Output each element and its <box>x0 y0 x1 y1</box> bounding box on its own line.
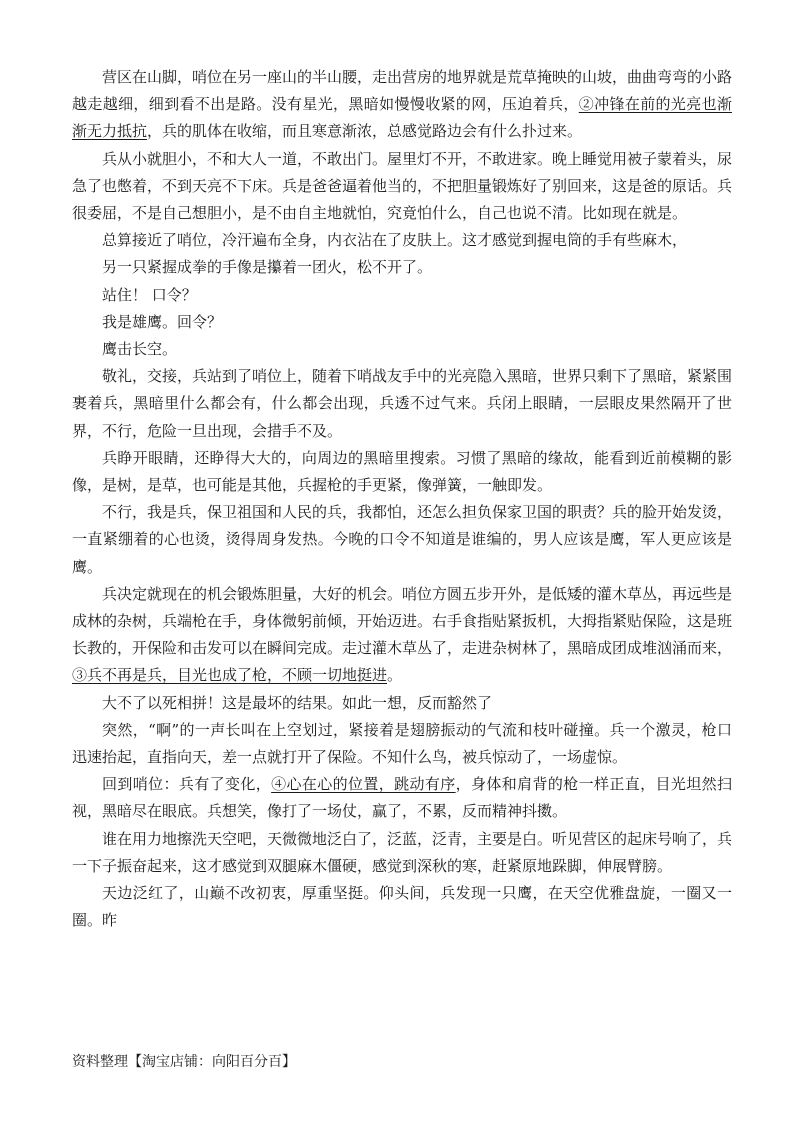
paragraph-10 <box>72 499 732 581</box>
paragraph-text: 不行，我是兵，保卫祖国和人民的兵，我都怕，还怎么担负保家卫国的职责？兵的脸开始发烫，一直紧绷着的心也烫，烫得周身发热。今晚的口令不知道是谁编的，男人应该是鹰，军人更应该是鹰。 <box>72 503 733 576</box>
paragraph-text: 兵决定就现在的机会锻炼胆量，大好的机会。哨位方圆五步开外，是低矮的灌木草丛，再远些是成林的杂树，兵端枪在手，身体微躬前倾，开始迈进。右手食指贴紧扳机，大拇指紧贴保险，这是班长教的，开保险和击发可以在瞬间完成。走过灌木草丛了，走进杂树林了，黑暗成团成堆汹涌而来， <box>72 584 733 658</box>
paragraph-16 <box>72 880 732 934</box>
paragraph-15 <box>72 826 732 880</box>
paragraph-14 <box>72 771 732 825</box>
paragraph-12 <box>72 690 732 717</box>
underlined-sentence-4: ④心在心的位置，跳动有序 <box>271 775 456 794</box>
paragraph-text: 总算接近了哨位，冷汗遍布全身，内衣沾在了皮肤上。这才感觉到握电筒的手有些麻木， <box>102 231 688 250</box>
paragraph-text: 。 <box>387 666 403 685</box>
paragraph-11 <box>72 581 732 690</box>
paragraph-8 <box>72 363 732 445</box>
paragraph-text: 突然，“啊”的一声长叫在上空划过，紧接着是翅膀振动的气流和枝叶碰撞。兵一个激灵，枪口迅速抬起，直指向天，差一点就打开了保险。不知什么鸟，被兵惊动了，一场虚惊。 <box>72 720 732 767</box>
paragraph-text: 天边泛红了，山巅不改初衷，厚重坚挺。仰头间，兵发现一只鹰，在天空优雅盘旋，一圈又一圈。昨 <box>72 884 732 930</box>
paragraph-13 <box>72 717 732 771</box>
paragraph-text: 兵睁开眼睛，还睁得大大的，向周边的黑暗里搜索。习惯了黑暗的缘故，能看到近前模糊的影像，是树，是草，也可能是其他，兵握枪的手更紧，像弹簧，一触即发。 <box>72 448 732 495</box>
dialogue-line-3 <box>72 336 732 363</box>
paragraph-text: 谁在用力地擦洗天空吧，天微微地泛白了，泛蓝，泛青，主要是白。听见营区的起床号响了，兵一下子振奋起来，这才感觉到双腿麻木僵硬，感觉到深秋的寒，赶紧原地跺脚，伸展臂膀。 <box>72 829 733 875</box>
paragraph-text: 另一只紧握成拳的手像是攥着一团火，松不开了。 <box>102 258 433 277</box>
paragraph-text: 回到哨位：兵有了变化， <box>102 775 272 794</box>
dialogue-line-1 <box>72 282 732 309</box>
paragraph-text: 大不了以死相拼！这是最坏的结果。如此一想，反而豁然了 <box>102 693 493 712</box>
page-footer: 资料整理【淘宝店铺：向阳百分百】 <box>72 1054 296 1070</box>
paragraph-3 <box>72 227 732 254</box>
underlined-sentence-2: ②冲锋在前的光亮也渐渐无力抵抗 <box>72 95 732 141</box>
paragraph-text: 鹰击长空。 <box>102 340 178 359</box>
paragraph-9 <box>72 445 732 499</box>
paragraph-text: 营区在山脚，哨位在另一座山的半山腰，走出营房的地界就是荒草掩映的山坡，曲曲弯弯的小路越走越细，细到看不出是路。没有星光，黑暗如慢慢收紧的网，压迫着兵， <box>72 68 733 114</box>
dialogue-line-2 <box>72 309 732 336</box>
paragraph-text: 我是雄鹰。回令？ <box>102 312 223 331</box>
paragraph-text: 站住！ 口令？ <box>102 285 197 304</box>
underlined-sentence-3: ③兵不再是兵，目光也成了枪，不顾一切地挺进 <box>72 666 388 685</box>
paragraph-text: 敬礼，交接，兵站到了哨位上，随着下哨战友手中的光亮隐入黑暗，世界只剩下了黑暗，紧紧围裹着兵，黑暗里什么都会有，什么都会出现，兵透不过气来。兵闭上眼睛，一层眼皮果然隔开了世界，不行，危险一旦出现，会措手不及。 <box>72 367 733 440</box>
paragraph-text: 兵从小就胆小，不和大人一道，不敢出门。屋里灯不开，不敢进家。晚上睡觉用被子蒙着头，尿急了也憋着，不到天亮不下床。兵是爸爸逼着他当的，不把胆量锻炼好了别回来，这是爸的原话。兵很委屈，不是自己想胆小，是不由自主地就怕，究竟怕什么，自己也说不清。比如现在就是。 <box>72 149 733 223</box>
paragraph-text: ，身体和肩背的枪一样正直，目光坦然扫视，黑暗尽在眼底。兵想笑，像打了一场仗，赢了，不累，反而精神抖擞。 <box>72 775 732 821</box>
paragraph-2 <box>72 146 732 228</box>
paragraph-4 <box>72 254 732 281</box>
paragraph-1 <box>72 64 732 146</box>
article-body <box>72 64 732 935</box>
paragraph-text: ，兵的肌体在收缩，而且寒意渐浓，总感觉路边会有什么扑过来。 <box>147 122 583 141</box>
